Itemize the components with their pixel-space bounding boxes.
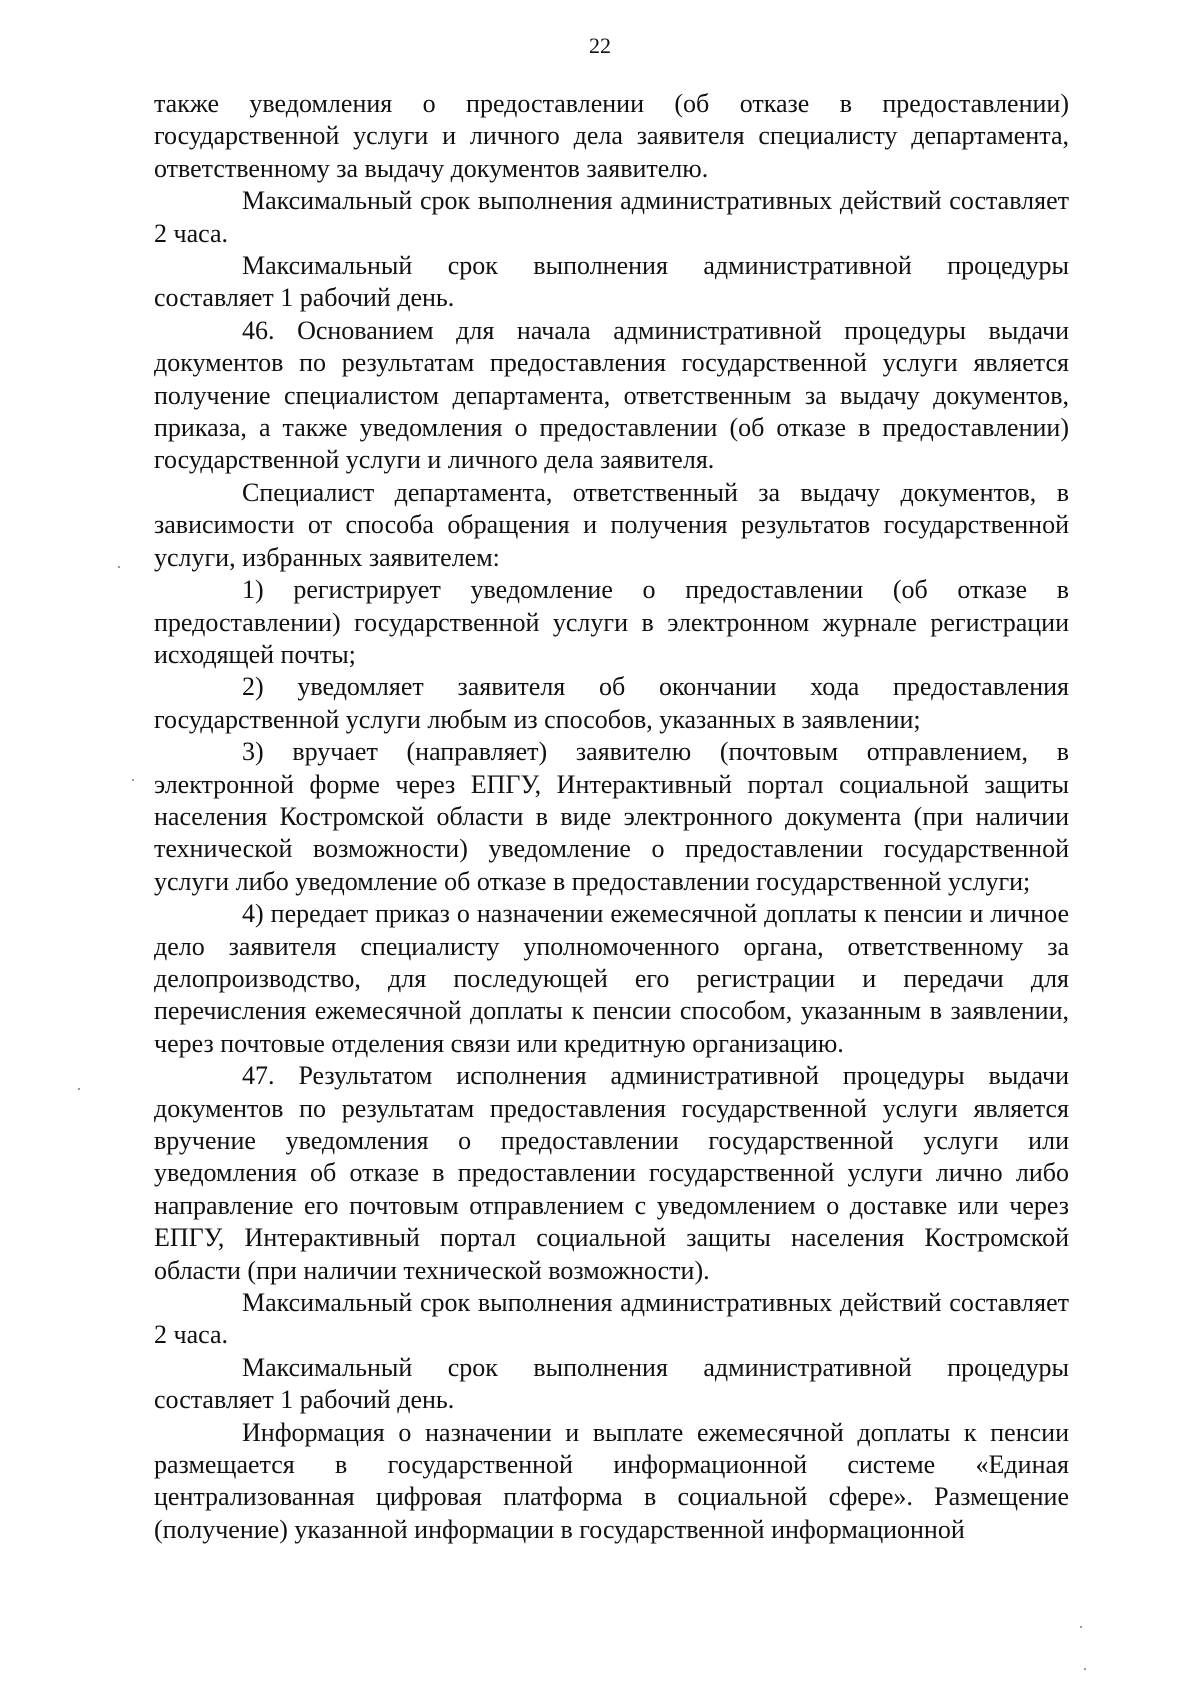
paragraph-item-47: 47. Результатом исполнения административной процедуры выдачи документов по результатам предоставления государственной услуги является вручение уведомления о предоставлении государственной услуги или уведомления об отказе в предоставлении государственной услуги лично либо направление его почтовым отправлением с уведомлением о доставке или через ЕПГУ, Интерактивный портал социальной защиты населения Костромской области (при наличии технической возможности). (154, 1061, 1069, 1285)
scan-speck (118, 566, 120, 568)
document-body (154, 88, 1069, 1546)
paragraph-continuation: также уведомления о предоставлении (об отказе в предоставлении) государственной услуги и личного дела заявителя специалисту департамента, ответственному за выдачу документов заявителю. (154, 89, 1069, 183)
list-item-4: 4) передает приказ о назначении ежемесячной доплаты к пенсии и личное дело заявителя специалисту уполномоченного органа, ответственному за делопроизводство, для последующей его регистрации и передачи для перечисления ежемесячной доплаты к пенсии способом, указанным в заявлении, через почтовые отделения связи или кредитную организацию. (154, 899, 1069, 1058)
list-item-2: 2) уведомляет заявителя об окончании хода предоставления государственной услуги любым из способов, указанных в заявлении; (154, 672, 1069, 734)
list-item-1: 1) регистрирует уведомление о предоставлении (об отказе в предоставлении) государственной услуги в электронном журнале регистрации исходящей почты; (154, 575, 1069, 669)
scan-speck (132, 779, 134, 781)
scan-speck (1080, 1626, 1082, 1628)
paragraph-max-time-actions-2: Максимальный срок выполнения административных действий составляет 2 часа. (154, 1288, 1069, 1350)
scan-speck (1084, 1668, 1086, 1670)
paragraph-item-46: 46. Основанием для начала административной процедуры выдачи документов по результатам предоставления государственной услуги является получение специалистом департамента, ответственным за выдачу документов, приказа, а также уведомления о предоставлении (об отказе в предоставлении) государственной услуги и личного дела заявителя. (154, 315, 1069, 475)
paragraph-max-time-procedure-2: Максимальный срок выполнения административной процедуры составляет 1 рабочий день. (154, 1352, 1069, 1415)
scan-speck (78, 1088, 80, 1090)
paragraph-information: Информация о назначении и выплате ежемесячной доплаты к пенсии размещается в государственной информационной системе «Единая централизованная цифровая платформа в социальной сфере». Размещение (получение) указанной информации в государственной информационной (154, 1417, 1069, 1544)
page-number: 22 (589, 33, 611, 58)
paragraph-specialist: Специалист департамента, ответственный за выдачу документов, в зависимости от способа обращения и получения результатов государственной услуги, избранных заявителем: (154, 477, 1069, 572)
paragraph-max-time-procedure: Максимальный срок выполнения административной процедуры составляет 1 рабочий день. (154, 251, 1069, 313)
paragraph-max-time-actions: Максимальный срок выполнения административных действий составляет 2 часа. (154, 186, 1069, 248)
list-item-3: 3) вручает (направляет) заявителю (почтовым отправлением, в электронной форме через ЕПГУ, Интерактивный портал социальной защиты населения Костромской области в виде электронного документа (при наличии технической возможности) уведомление о предоставлении государственной услуги либо уведомление об отказе в предоставлении государственной услуги; (154, 737, 1069, 896)
